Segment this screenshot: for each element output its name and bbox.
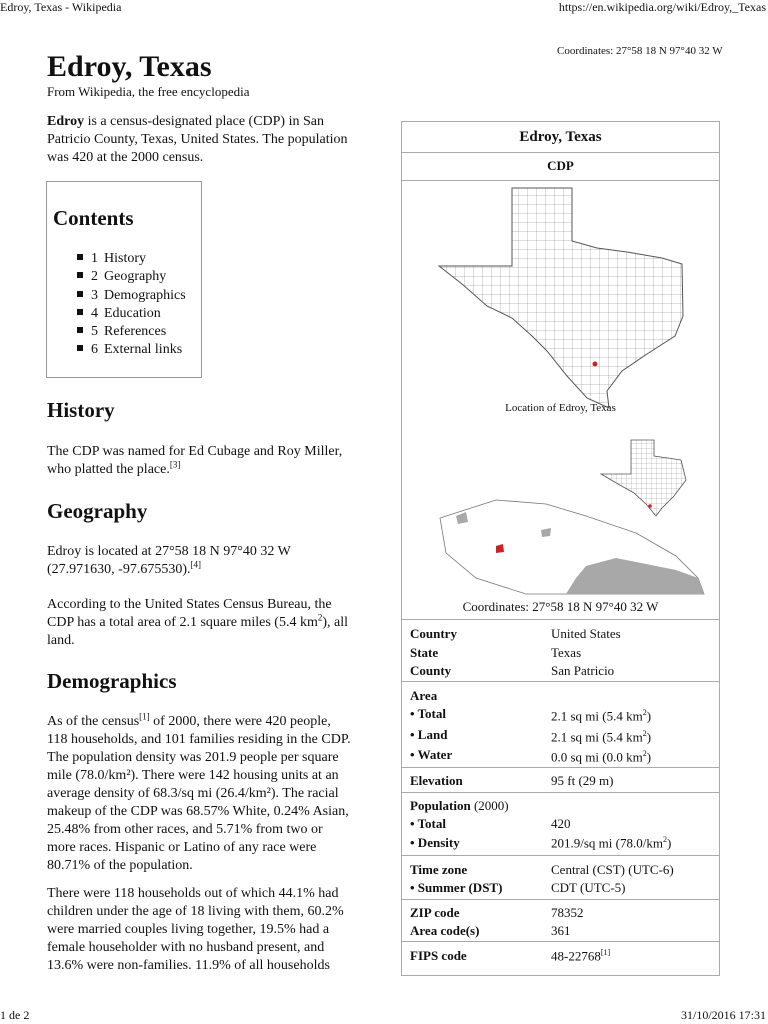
zip-label: ZIP code bbox=[410, 905, 460, 920]
bullet-icon bbox=[77, 327, 83, 333]
geography-ref[interactable]: [4] bbox=[190, 559, 201, 570]
population-density-value: 201.9/sq mi $(78.0/km^2)$ bbox=[551, 835, 672, 851]
fips-label: FIPS code bbox=[410, 948, 467, 963]
county-label: County bbox=[410, 663, 452, 678]
area-land-label: • Land bbox=[410, 727, 448, 742]
area-label: Area bbox=[410, 688, 438, 703]
area-code-value: 361 bbox=[551, 923, 571, 938]
infobox-divider bbox=[402, 855, 719, 856]
infobox-divider bbox=[402, 152, 719, 153]
intro-text-2: Patricio County, Texas, United States. The population bbox=[47, 132, 348, 147]
print-footer-datetime: 31/10/2016 17:31 bbox=[680, 1008, 766, 1022]
map1-caption: Location of Edroy, Texas bbox=[505, 402, 616, 414]
population-label: Population (2000) bbox=[410, 798, 509, 813]
county-detail-map[interactable] bbox=[436, 438, 712, 598]
demographics-paragraph-2: There were 118 households out of which 44.1% had children under the age of 18 living with them, 60.2% were married couples living together, 19.5% had a female householder with no husband present, and 13.6% were non-families. 11.9% of all households bbox=[47, 886, 344, 973]
bullet-icon bbox=[77, 345, 83, 351]
county-value[interactable]: San Patricio bbox=[551, 663, 615, 678]
timezone-label: Time zone bbox=[410, 862, 468, 877]
summer-dst-value[interactable]: CDT (UTC-5) bbox=[551, 880, 626, 895]
geography-paragraph-1: Edroy is located at 27°58 18 N 97°40 32 W (27.971630, -97.675530).[4] bbox=[47, 544, 291, 577]
toc-item-education[interactable]: 4 Education bbox=[77, 305, 186, 323]
demographics-ref[interactable]: [1] bbox=[139, 711, 150, 722]
infobox-coordinates[interactable]: Coordinates: 27°58 18 N 97°40 32 W bbox=[462, 599, 659, 614]
summer-dst-label: • Summer (DST) bbox=[410, 880, 503, 895]
bullet-icon bbox=[77, 254, 83, 260]
toc-title: Contents bbox=[53, 206, 134, 230]
coordinates-top[interactable]: Coordinates: 27°58 18 N 97°40 32 W bbox=[557, 45, 723, 57]
history-heading: History bbox=[47, 398, 115, 422]
fips-value: 48-22768[1] bbox=[551, 948, 611, 964]
infobox-divider bbox=[402, 619, 719, 620]
timezone-value[interactable]: Central (CST) (UTC-6) bbox=[551, 862, 674, 877]
area-water-label: • Water bbox=[410, 747, 453, 762]
print-footer-page-count: 1 de 2 bbox=[0, 1008, 30, 1022]
infobox-divider bbox=[402, 792, 719, 793]
infobox-divider bbox=[402, 180, 719, 181]
toc-item-history[interactable]: 1 History bbox=[77, 250, 186, 268]
intro-paragraph bbox=[47, 113, 387, 167]
toc-item-demographics[interactable]: 3 Demographics bbox=[77, 287, 186, 305]
bullet-icon bbox=[77, 309, 83, 315]
infobox-subtitle: CDP bbox=[547, 158, 574, 173]
infobox-divider bbox=[402, 941, 719, 942]
history-ref[interactable]: [3] bbox=[169, 459, 181, 470]
zip-value: 78352 bbox=[551, 905, 584, 920]
area-water-value: 0.0 sq mi (0.0 $km^2$) bbox=[551, 749, 652, 765]
texas-locator-map[interactable] bbox=[437, 186, 687, 408]
population-total-value: 420 bbox=[551, 816, 571, 831]
toc-list bbox=[77, 250, 186, 360]
toc-item-external-links[interactable]: 6 External links bbox=[77, 341, 186, 359]
infobox-divider bbox=[402, 767, 719, 768]
country-value[interactable]: United States bbox=[551, 626, 621, 641]
intro-text-1: is a census-designated place (CDP) in San bbox=[84, 114, 324, 129]
demographics-heading: Demographics bbox=[47, 669, 177, 693]
infobox-title: Edroy, Texas bbox=[519, 129, 602, 145]
page-subtitle: From Wikipedia, the free encyclopedia bbox=[47, 84, 250, 99]
infobox-divider bbox=[402, 681, 719, 682]
fips-ref[interactable]: [1] bbox=[600, 948, 611, 957]
infobox-divider bbox=[402, 899, 719, 900]
location-marker bbox=[593, 362, 598, 367]
bullet-icon bbox=[77, 291, 83, 297]
print-header-url[interactable]: https://en.wikipedia.org/wiki/Edroy,_Texas bbox=[558, 0, 766, 14]
intro-text-3: was 420 at the 2000 census. bbox=[47, 150, 204, 165]
country-label: Country bbox=[410, 626, 457, 641]
inset-location-marker bbox=[648, 504, 652, 508]
population-total-label: • Total bbox=[410, 816, 446, 831]
print-header-title: Edroy, Texas - Wikipedia bbox=[0, 0, 122, 14]
area-land-value: 2.1 sq mi (5.4 $km^2$) bbox=[551, 729, 652, 745]
area-total-label: • Total bbox=[410, 706, 446, 721]
elevation-label: Elevation bbox=[410, 773, 463, 788]
infobox bbox=[401, 121, 720, 976]
elevation-value: 95 ft (29 m) bbox=[551, 773, 614, 788]
table-of-contents bbox=[46, 181, 202, 378]
state-value[interactable]: Texas bbox=[551, 645, 582, 660]
intro-bold: Edroy bbox=[47, 114, 85, 129]
demographics-paragraph-1: As of the census[1] of 2000, there were 420 people, 118 households, and 101 families residing in the CDP. The population density was 201.9 people per square mile (78.0/km²). There were 142 housing units at an average density of 68.3/sq mi (26.4/km²). The racial makeup of the CDP was 68.57% White, 0.24% Asian, 25.48% from other races, and 5.71% from two or more races. Hispanic or Latino of any race were 80.71% of the population. bbox=[47, 711, 351, 873]
toc-item-references[interactable]: 5 References bbox=[77, 323, 186, 341]
history-paragraph: The CDP was named for Ed Cubage and Roy Miller, who platted the place.[3] bbox=[47, 444, 343, 477]
area-total-value: 2.1 sq mi (5.4 $km^2$) bbox=[551, 708, 652, 724]
bullet-icon bbox=[77, 272, 83, 278]
toc-item-geography[interactable]: 2 Geography bbox=[77, 268, 186, 286]
population-density-label: • Density bbox=[410, 835, 460, 850]
area-code-label: Area code(s) bbox=[410, 923, 480, 938]
page-title: Edroy, Texas bbox=[47, 50, 212, 83]
geography-paragraph-2: According to the United States Census Bureau, the CDP has a total area of 2.1 square miles (5.4 $km^2$), all land. bbox=[47, 597, 349, 648]
state-label: State bbox=[410, 645, 439, 660]
geography-heading: Geography bbox=[47, 499, 148, 523]
